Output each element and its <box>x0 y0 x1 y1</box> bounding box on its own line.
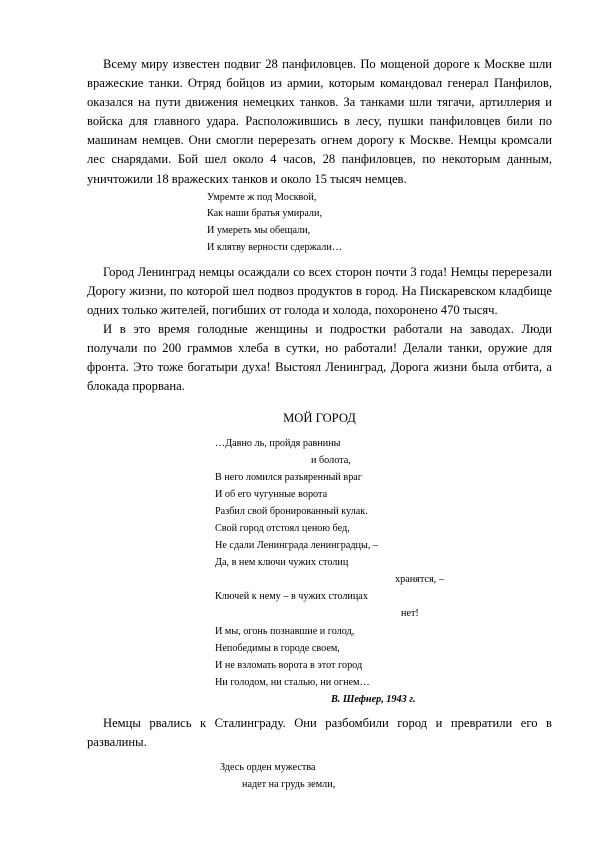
verse-line: И клятву верности сдержали… <box>207 242 343 254</box>
document-page <box>87 55 552 793</box>
poem-line: Свой город отстоял ценою бед, <box>215 522 350 534</box>
poem-line: И не взломать ворота в этот город <box>215 659 363 671</box>
verse-line: Здесь орден мужества <box>220 762 316 774</box>
poem-signature: В. Шефнер, 1943 г. <box>331 693 416 705</box>
poem-line: хранятся, – <box>395 574 444 586</box>
poem-line: Да, в нем ключи чужих столиц <box>215 557 349 569</box>
poem-line: …Давно ль, пройдя равнины <box>215 437 341 449</box>
poem-line: В него ломился разъяренный враг <box>215 471 362 483</box>
poem-title: МОЙ ГОРОД <box>283 410 356 425</box>
poem-line: И об его чугунные ворота <box>215 488 328 500</box>
verse-moscow <box>207 190 552 257</box>
verse-order-of-courage <box>220 760 552 793</box>
poem-line: Не сдали Ленинграда ленинградцы, – <box>215 540 379 552</box>
poem-line: Разбил свой бронированный кулак. <box>215 505 368 517</box>
poem-line: нет! <box>401 608 419 620</box>
paragraph-leningrad-workers: И в это время голодные женщины и подростки работали на заводах. Люди получали по 200 граммов хлеба в сутки, но работали! Делали танки, оружие для фронта. Это тоже богатыри духа! Выстоял Ленинград, Дорога жизни была отбита, а блокада прорвана. <box>87 322 552 394</box>
verse-line: Как наши братья умирали, <box>207 208 323 220</box>
verse-line: И умереть мы обещали, <box>207 225 311 237</box>
poem-my-city <box>215 435 552 708</box>
poem-line: Ключей к нему – в чужих столицах <box>215 591 368 603</box>
verse-line: надет на грудь земли, <box>242 778 336 790</box>
poem-line: И мы, огонь познавшие и голод, <box>215 625 355 637</box>
poem-line: Ни голодом, ни сталью, ни огнем… <box>215 676 370 688</box>
paragraph-panfilov: Всему миру известен подвиг 28 панфиловцев. По мощеной дороге к Москве шли вражеские танки. Отряд бойцов из армии, которым командовал генерал Панфилов, оказался на пути движения немецких танков. За танками шли тягачи, артиллерия и войска для главного удара. Расположившись в лесу, пушки панфиловцев били по машинам немцев. Они смогли перерезать огнем дорогу к Москве. Немцы кромсали лес снарядами. Бой шел около 4 часов, 28 панфиловцев, по некоторым данным, уничтожили 18 вражеских танков и около 15 тысяч немцев. <box>87 57 552 186</box>
paragraph-stalingrad: Немцы рвались к Сталинграду. Они разбомбили город и превратили его в развалины. <box>87 715 552 749</box>
paragraph-leningrad-siege: Город Ленинград немцы осаждали со всех сторон почти 3 года! Немцы перерезали Дорогу жизни, по которой шел подвоз продуктов в город. На Пискаревском кладбище одних только жителей, погибших от голода и холода, похоронено 470 тысяч. <box>87 264 552 318</box>
poem-line: Непобедимы в городе своем, <box>215 642 340 654</box>
verse-line: Умремте ж под Москвой, <box>207 191 317 203</box>
poem-line: и болота, <box>311 454 351 466</box>
